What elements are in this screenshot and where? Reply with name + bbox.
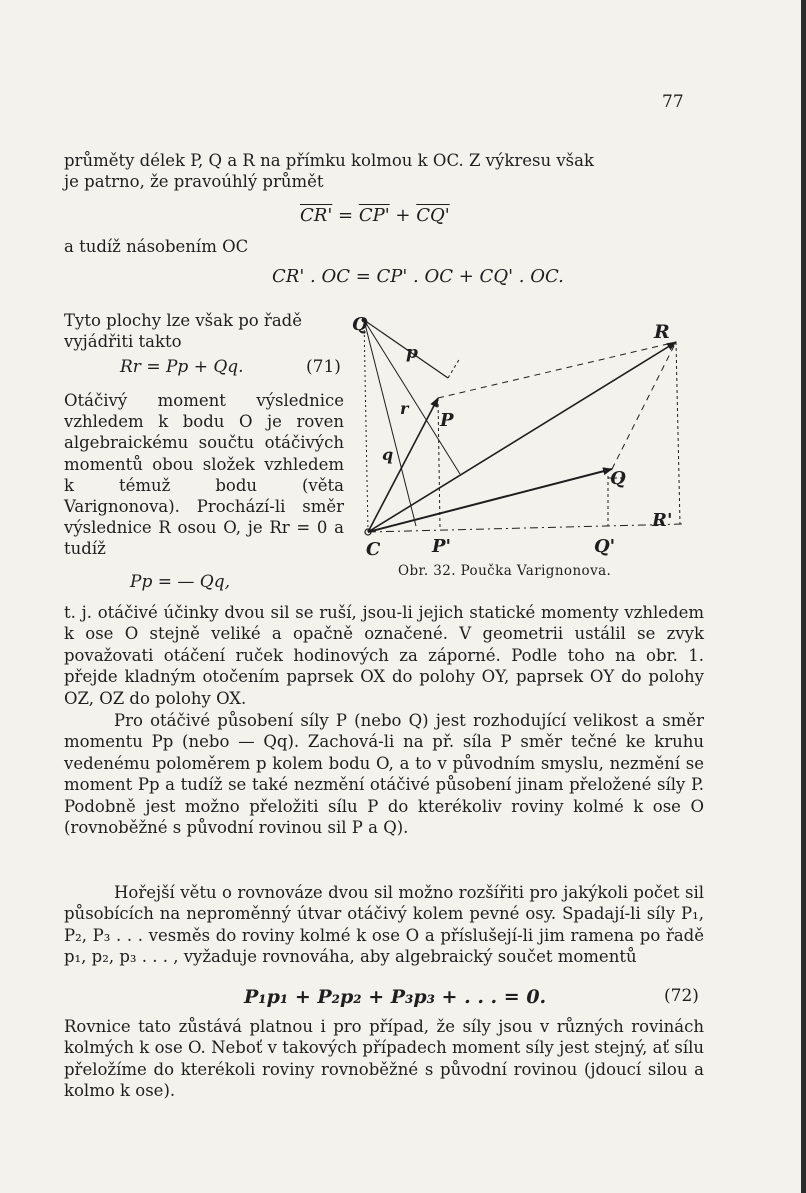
intro-line-1: průměty délek P, Q a R na přímku kolmou k OC. Z výkresu však <box>64 151 594 170</box>
figure-caption: Obr. 32. Poučka Varignonova. <box>398 563 612 579</box>
equation-moment-sum: CR' . OC = CP' . OC + CQ' . OC. <box>272 266 564 287</box>
left-para-1-line-2: vyjádřiti takto <box>64 332 182 351</box>
eq1-term-cp: CP' <box>358 205 390 226</box>
varignon-paragraph: Otáčivý moment výslednice vzhledem k bodu O je roven algebraickému součtu otáčivých momentů obou složek vzhledem k témuž bodu (věta Varignonova). Prochází-li směr výslednice R osou O, je Rr = 0 a tudíž <box>64 391 344 559</box>
eq1-plus: + <box>395 205 411 226</box>
force-vector-q <box>368 469 612 532</box>
label-r: R <box>654 321 670 343</box>
equation-pp-qq: Pp = — Qq, <box>130 572 230 592</box>
multiply-line: a tudíž násobením OC <box>64 237 249 256</box>
label-p-arm: p <box>406 343 418 363</box>
parallelogram-side-pr <box>438 342 676 398</box>
intro-line-2: je patrno, že pravoúhlý průmět <box>64 172 324 191</box>
force-vector-p <box>368 398 438 532</box>
projection-r <box>676 342 680 524</box>
page-edge-shadow <box>801 0 806 1193</box>
paragraph-rotation-sign: t. j. otáčivé účinky dvou sil se ruší, jsou-li jejich statické momenty vzhledem k ose O stejně veliké a opačně označené. V geometrii ustálil se zvyk považovati otáčení ruček hodinových za záporné. Podle toho na obr. 1. přejde kladným otočením paprsek OX do polohy OY, paprsek OY do polohy OZ, OZ do polohy OX. <box>64 603 704 708</box>
varignon-figure <box>350 306 690 561</box>
label-c: C <box>366 539 381 560</box>
label-q-prime: Q' <box>594 536 616 557</box>
equation-72-number: (72) <box>664 986 699 1006</box>
label-r-prime: R' <box>652 510 673 531</box>
label-q-top: Q <box>352 314 368 335</box>
paragraph-planes: Rovnice tato zůstává platnou i pro případ, že síly jsou v různých rovinách kolmých k ose O. Neboť v takových případech moment síly jest stejný, ať sílu přeložíme do kterékoli roviny rovnoběžné s původní rovinou (jdoucí silou a kolmo k ose). <box>64 1017 704 1101</box>
label-q-arm: q <box>382 445 394 464</box>
force-p-extension <box>448 358 460 378</box>
eq1-term-cq: CQ' <box>416 205 450 226</box>
equation-cr-sum <box>300 205 450 226</box>
axis-line-qc <box>364 320 368 532</box>
eq1-term-cr: CR' <box>300 205 333 226</box>
resultant-vector-r <box>368 342 676 532</box>
paragraph-equilibrium: Hořejší větu o rovnováze dvou sil možno rozšířiti pro jakýkoli počet sil působících na neproměnný útvar otáčivý kolem pevné osy. Spadají-li síly P₁, P₂, P₃ . . . vesměs do roviny kolmé k ose O a příslušejí-li jim ramena po řadě p₁, p₂, p₃ . . . , vyžaduje rovnováha, aby algebraický součet momentů <box>64 883 704 967</box>
equation-72: P₁p₁ + P₂p₂ + P₃p₃ + . . . = 0. <box>244 986 547 1008</box>
equation-71-number: (71) <box>306 357 341 377</box>
page-number: 77 <box>662 92 684 112</box>
paragraph-moment-direction: Pro otáčivé působení síly P (nebo Q) jest rozhodující velikost a směr momentu Pp (nebo — Qq). Zachová-li na př. síla P směr tečné ke kruhu vedenému poloměrem p kolem bodu O, a to v původním smyslu, nezmění se moment Pp a tudíž se také nezmění otáčivé působení jinam přeložené síly P. Podobně jest možno přeložiti sílu P do kterékoliv roviny kolmé k ose O (rovnoběžné s původní rovinou sil P a Q). <box>64 711 704 838</box>
equation-71: Rr = Pp + Qq. <box>120 357 244 377</box>
label-q-mid: Q <box>610 468 626 489</box>
eq1-equals: = <box>338 205 354 226</box>
left-para-1-line-1: Tyto plochy lze však po řadě <box>64 311 302 330</box>
label-r-arm: r <box>400 399 409 418</box>
label-p-prime: P' <box>432 536 452 557</box>
label-p: P <box>440 410 454 431</box>
